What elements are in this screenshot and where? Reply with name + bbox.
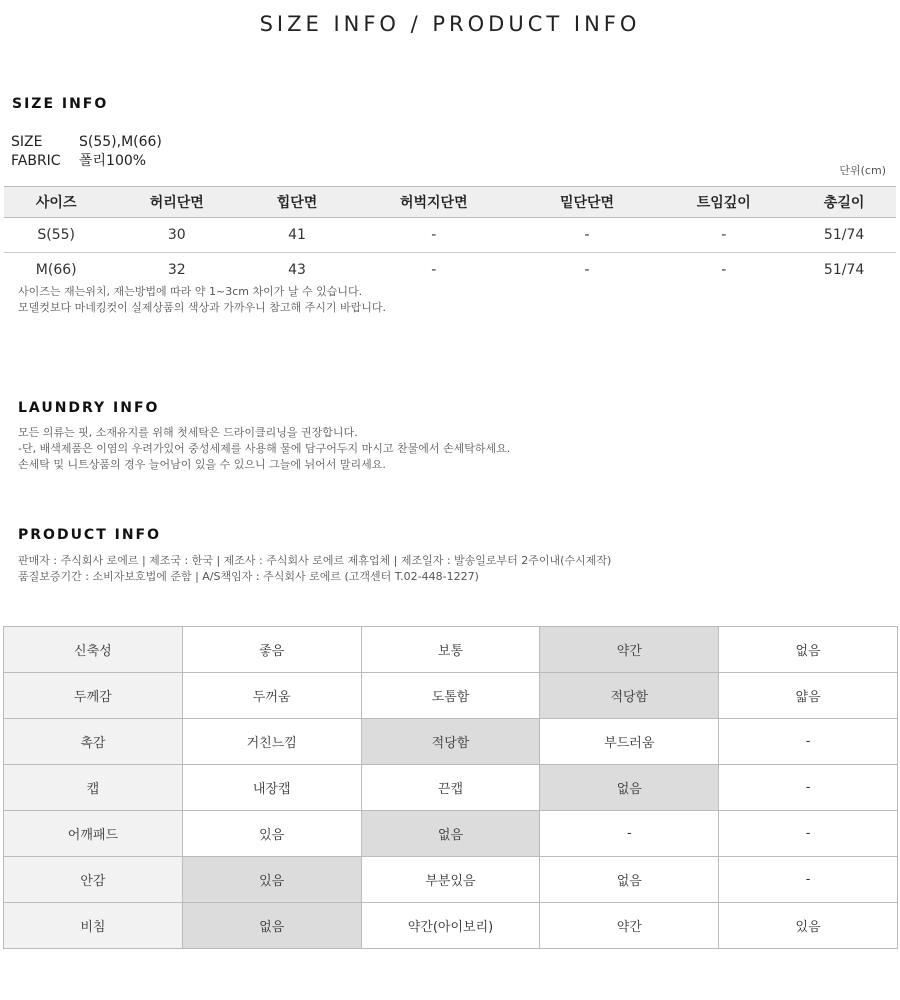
fabric-option: 약간 (540, 903, 719, 949)
fabric-label: FABRIC (11, 153, 61, 169)
size-table (4, 186, 896, 287)
fabric-row (4, 673, 898, 719)
table-cell: 32 (167, 262, 186, 278)
table-cell: 43 (288, 262, 306, 278)
fabric-option: 약간(아이보리) (361, 903, 540, 949)
fabric-option-selected: 없음 (361, 811, 540, 857)
fabric-option: - (719, 857, 898, 903)
fabric-row (4, 627, 898, 673)
table-cell: 30 (108, 218, 245, 253)
table-cell: M(66) (35, 262, 77, 278)
size-table-header (4, 187, 896, 218)
fabric-row (4, 811, 898, 857)
fabric-option: 없음 (719, 627, 898, 673)
fabric-option: 끈캡 (361, 765, 540, 811)
fabric-value: 폴리100% (79, 153, 147, 169)
note-line: 판매자 : 주식회사 로에르 | 제조국 : 한국 | 제조사 : 주식회사 로에르 제휴업체 | 제조일자 : 발송일로부터 2주이내(수시제작) (18, 554, 612, 567)
column-header: 밑단단면 (519, 187, 656, 218)
fabric-option: 있음 (182, 811, 361, 857)
size-label: SIZE (11, 134, 43, 150)
fabric-option-selected: 있음 (182, 857, 361, 903)
fabric-spec (11, 150, 146, 170)
product-info-heading: PRODUCT INFO (18, 527, 162, 543)
column-header: 트임깊이 (655, 187, 792, 218)
column-header: 힙단면 (245, 187, 349, 218)
fabric-option: 있음 (719, 903, 898, 949)
fabric-option: 얇음 (719, 673, 898, 719)
note-line: -단, 배색제품은 이염의 우려가있어 중성세제를 사용해 물에 담구어두지 마시고 찬물에서 손세탁하세요. (18, 442, 511, 455)
fabric-option-selected: 없음 (540, 765, 719, 811)
fabric-option-selected: 적당함 (361, 719, 540, 765)
size-value: S(55),M(66) (79, 134, 162, 150)
column-header: 허벅지단면 (349, 187, 519, 218)
fabric-option: - (719, 719, 898, 765)
fabric-row-label: 비침 (4, 903, 183, 949)
note-line: 손세탁 및 니트상품의 경우 늘어남이 있을 수 있으니 그늘에 뉘어서 말리세요. (18, 458, 386, 471)
laundry-notes (18, 425, 510, 473)
fabric-option: - (540, 811, 719, 857)
note-line: 모든 의류는 핏, 소재유지를 위해 첫세탁은 드라이클리닝을 권장합니다. (18, 426, 358, 439)
fabric-option: 보통 (361, 627, 540, 673)
product-notes (18, 553, 611, 585)
table-cell: 41 (245, 218, 349, 253)
column-header: 허리단면 (108, 187, 245, 218)
table-cell: - (431, 262, 437, 278)
size-info-heading: SIZE INFO (12, 96, 109, 112)
table-cell: - (721, 262, 727, 278)
fabric-option: 도톰함 (361, 673, 540, 719)
fabric-row-label: 촉감 (4, 719, 183, 765)
fabric-row-label: 신축성 (4, 627, 183, 673)
fabric-row (4, 719, 898, 765)
table-row (4, 218, 896, 253)
fabric-option: 부분있음 (361, 857, 540, 903)
table-cell: - (584, 262, 590, 278)
fabric-row (4, 765, 898, 811)
table-cell: - (519, 218, 656, 253)
table-cell: 51/74 (823, 262, 865, 278)
fabric-option: 거친느낌 (182, 719, 361, 765)
fabric-option-selected: 약간 (540, 627, 719, 673)
size-notes (18, 284, 386, 316)
fabric-property-table (3, 626, 898, 949)
table-row (4, 253, 896, 288)
fabric-row (4, 857, 898, 903)
note-line: 사이즈는 재는위치, 재는방법에 따라 약 1~3cm 차이가 날 수 있습니다. (18, 285, 363, 298)
table-cell: - (655, 218, 792, 253)
fabric-row-label: 어깨패드 (4, 811, 183, 857)
fabric-row (4, 903, 898, 949)
fabric-option-selected: 적당함 (540, 673, 719, 719)
table-cell: S(55) (4, 218, 108, 253)
fabric-option: 두꺼움 (182, 673, 361, 719)
note-line: 품질보증기간 : 소비자보호법에 준함 | A/S책임자 : 주식회사 로에르 (고객센터 T.02-448-1227) (18, 570, 479, 583)
column-header: 사이즈 (4, 187, 108, 218)
fabric-row-label: 두께감 (4, 673, 183, 719)
table-cell: - (349, 218, 519, 253)
column-header: 총길이 (792, 187, 896, 218)
fabric-option: 부드러움 (540, 719, 719, 765)
unit-label: 단위(cm) (839, 164, 886, 177)
laundry-info-heading: LAUNDRY INFO (18, 400, 160, 416)
fabric-row-label: 안감 (4, 857, 183, 903)
table-cell: 51/74 (792, 218, 896, 253)
size-spec (11, 134, 162, 150)
fabric-option: 없음 (540, 857, 719, 903)
fabric-option: 좋음 (182, 627, 361, 673)
fabric-option: - (719, 765, 898, 811)
page-title: SIZE INFO / PRODUCT INFO (259, 12, 641, 36)
fabric-option-selected: 없음 (182, 903, 361, 949)
fabric-option: - (719, 811, 898, 857)
fabric-row-label: 캡 (4, 765, 183, 811)
note-line: 모델컷보다 마네킹컷이 실제상품의 색상과 가까우니 참고해 주시기 바랍니다. (18, 301, 387, 314)
fabric-option: 내장캡 (182, 765, 361, 811)
